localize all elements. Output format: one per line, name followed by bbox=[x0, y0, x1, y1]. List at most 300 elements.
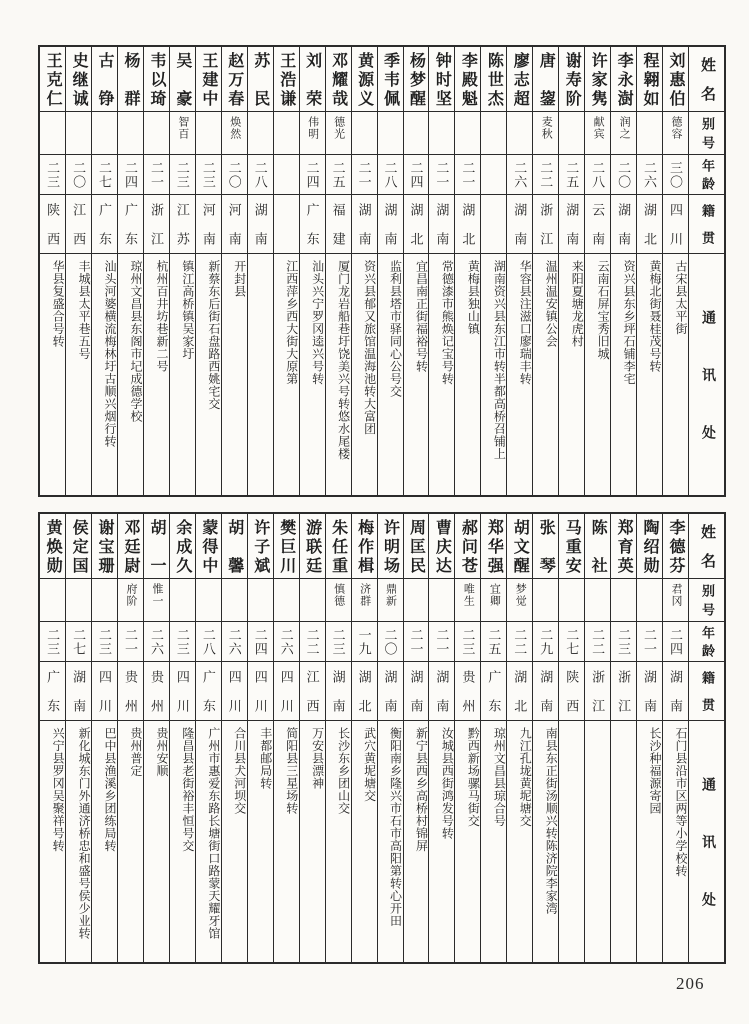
member-address: 汕头兴宁罗冈逵兴号转 bbox=[300, 253, 325, 495]
member-age: 二四 bbox=[300, 154, 325, 194]
member-age: 二九 bbox=[533, 621, 558, 661]
member-age bbox=[274, 154, 299, 194]
member-address: 贵州普定 bbox=[118, 720, 143, 962]
member-alias: 鼎新 bbox=[378, 578, 403, 621]
member-alias bbox=[533, 578, 558, 621]
member-name: 胡一 bbox=[147, 519, 165, 573]
member-column bbox=[117, 514, 143, 962]
member-alias bbox=[40, 578, 65, 621]
member-native-place: 四川 bbox=[248, 661, 273, 720]
member-native-place: 湖北 bbox=[404, 194, 429, 253]
member-age: 二三 bbox=[170, 621, 195, 661]
member-column bbox=[428, 514, 454, 962]
member-native-place: 湖南 bbox=[66, 661, 91, 720]
member-column bbox=[247, 514, 273, 962]
member-age: 二六 bbox=[274, 621, 299, 661]
member-name: 王浩谦 bbox=[277, 52, 295, 106]
member-alias bbox=[352, 111, 377, 154]
member-age: 二四 bbox=[248, 621, 273, 661]
member-native-place: 湖北 bbox=[455, 194, 480, 253]
member-name: 李德芬 bbox=[667, 519, 684, 573]
member-alias: 惟一 bbox=[144, 578, 169, 621]
member-native-place: 湖南 bbox=[507, 194, 532, 253]
member-name: 吴豪 bbox=[173, 52, 191, 106]
member-column bbox=[195, 47, 221, 495]
member-native-place: 四川 bbox=[222, 661, 247, 720]
member-age: 二七 bbox=[66, 621, 91, 661]
member-alias bbox=[248, 111, 273, 154]
member-name: 许家隽 bbox=[589, 52, 607, 106]
member-native-place: 湖南 bbox=[663, 661, 688, 720]
member-column bbox=[143, 47, 169, 495]
member-alias bbox=[481, 111, 506, 154]
member-column bbox=[506, 47, 532, 495]
member-address: 湖南资兴县东江市转半都高桥召铺上 bbox=[481, 253, 506, 495]
member-address: 温州温安镇公会 bbox=[533, 253, 558, 495]
member-alias bbox=[455, 111, 480, 154]
member-age bbox=[481, 154, 506, 194]
member-age: 二六 bbox=[222, 621, 247, 661]
member-native-place: 湖南 bbox=[429, 661, 454, 720]
member-alias: 唯生 bbox=[455, 578, 480, 621]
member-native-place: 陕西 bbox=[559, 661, 584, 720]
header-native-place: 籍贯 bbox=[689, 661, 724, 720]
member-native-place: 湖南 bbox=[533, 661, 558, 720]
member-address: 华县复盛合号转 bbox=[40, 253, 65, 495]
member-address: 汝城县西街鸿发号转 bbox=[429, 720, 454, 962]
member-native-place: 湖南 bbox=[559, 194, 584, 253]
member-native-place: 湖南 bbox=[611, 194, 636, 253]
member-column bbox=[40, 514, 65, 962]
member-age: 二一 bbox=[637, 621, 662, 661]
member-name: 刘荣 bbox=[303, 52, 321, 106]
member-age: 二六 bbox=[507, 154, 532, 194]
member-age: 二二 bbox=[533, 154, 558, 194]
member-age: 二〇 bbox=[378, 621, 403, 661]
member-alias bbox=[274, 578, 299, 621]
member-native-place: 广东 bbox=[196, 661, 221, 720]
member-name: 梅作楫 bbox=[355, 519, 373, 573]
member-native-place: 江西 bbox=[66, 194, 91, 253]
member-column bbox=[117, 47, 143, 495]
member-address: 丰城县太平巷五号 bbox=[66, 253, 91, 495]
member-column bbox=[454, 514, 480, 962]
member-alias bbox=[274, 111, 299, 154]
member-name: 陈社 bbox=[589, 519, 607, 573]
member-native-place: 浙江 bbox=[144, 194, 169, 253]
member-alias bbox=[40, 111, 65, 154]
member-age: 二〇 bbox=[222, 154, 247, 194]
member-name: 程翱如 bbox=[641, 52, 659, 106]
member-name: 赵万春 bbox=[225, 52, 243, 106]
member-address bbox=[248, 253, 273, 495]
member-address: 丰都邮局转 bbox=[248, 720, 273, 962]
member-name: 陶绍勋 bbox=[641, 519, 659, 573]
member-native-place: 湖南 bbox=[248, 194, 273, 253]
member-column bbox=[377, 514, 403, 962]
member-column bbox=[91, 47, 117, 495]
member-column bbox=[428, 47, 454, 495]
header-name: 姓名 bbox=[699, 524, 715, 568]
member-address: 新宁县西乡高桥村锦屏 bbox=[404, 720, 429, 962]
member-column bbox=[65, 47, 91, 495]
header-address: 通讯处 bbox=[689, 720, 724, 962]
member-address: 江西萍乡西大街大原第 bbox=[274, 253, 299, 495]
member-native-place: 贵州 bbox=[118, 661, 143, 720]
member-name: 游联廷 bbox=[303, 519, 321, 573]
member-alias bbox=[196, 578, 221, 621]
member-name: 郝问苍 bbox=[459, 519, 477, 573]
member-column bbox=[403, 514, 429, 962]
member-name: 蒙得中 bbox=[199, 519, 217, 573]
member-column bbox=[40, 47, 65, 495]
member-name: 郑华强 bbox=[485, 519, 503, 573]
member-age: 三〇 bbox=[663, 154, 688, 194]
member-column bbox=[247, 47, 273, 495]
member-column bbox=[558, 47, 584, 495]
member-age: 二三 bbox=[40, 154, 65, 194]
member-native-place: 湖南 bbox=[404, 661, 429, 720]
member-name: 钟时坚 bbox=[433, 52, 451, 106]
member-address: 广州市惠爱东路长塘街口路蒙天耀牙馆 bbox=[196, 720, 221, 962]
member-native-place: 湖北 bbox=[352, 661, 377, 720]
member-age: 二二 bbox=[300, 621, 325, 661]
member-name: 曹庆达 bbox=[433, 519, 451, 573]
member-column bbox=[65, 514, 91, 962]
member-alias bbox=[92, 111, 117, 154]
member-alias bbox=[378, 111, 403, 154]
member-name: 樊巨川 bbox=[277, 519, 295, 573]
member-native-place: 河南 bbox=[222, 194, 247, 253]
member-age: 二六 bbox=[144, 621, 169, 661]
member-alias bbox=[248, 578, 273, 621]
member-alias bbox=[222, 578, 247, 621]
member-name: 邓耀哉 bbox=[329, 52, 347, 106]
member-name: 苏民 bbox=[251, 52, 269, 106]
member-address: 武穴黄坭塘交 bbox=[352, 720, 377, 962]
member-address: 资兴县郁又旅馆温海池转大富团 bbox=[352, 253, 377, 495]
member-column bbox=[221, 514, 247, 962]
member-name: 许明场 bbox=[381, 519, 399, 573]
member-name: 周匡民 bbox=[407, 519, 425, 573]
member-alias bbox=[585, 578, 610, 621]
member-native-place: 湖南 bbox=[429, 194, 454, 253]
member-column bbox=[532, 47, 558, 495]
member-alias: 君冈 bbox=[663, 578, 688, 621]
member-name: 余成久 bbox=[173, 519, 191, 573]
member-address: 南县东正街汤顺兴转陈济院李家湾 bbox=[533, 720, 558, 962]
member-native-place: 湖北 bbox=[637, 194, 662, 253]
member-name: 谢宝珊 bbox=[96, 519, 114, 573]
member-age: 二一 bbox=[404, 621, 429, 661]
member-alias: 梦觉 bbox=[507, 578, 532, 621]
header-column bbox=[688, 514, 724, 962]
member-age: 二三 bbox=[326, 621, 351, 661]
member-address bbox=[611, 720, 636, 962]
member-name: 王建中 bbox=[199, 52, 217, 106]
member-name: 杨梦醒 bbox=[407, 52, 425, 106]
member-address: 万安县漂神 bbox=[300, 720, 325, 962]
member-alias bbox=[429, 111, 454, 154]
member-alias bbox=[637, 578, 662, 621]
member-alias: 润之 bbox=[611, 111, 636, 154]
member-alias: 焕然 bbox=[222, 111, 247, 154]
member-native-place: 湖南 bbox=[326, 661, 351, 720]
member-alias bbox=[404, 111, 429, 154]
member-name: 许子斌 bbox=[251, 519, 269, 573]
member-native-place: 广东 bbox=[481, 661, 506, 720]
member-alias bbox=[637, 111, 662, 154]
member-address: 巴中县渔溪乡团练局转 bbox=[92, 720, 117, 962]
member-address: 贵州安顺 bbox=[144, 720, 169, 962]
member-column bbox=[91, 514, 117, 962]
member-address: 华容县注滋口廖瑞丰转 bbox=[507, 253, 532, 495]
member-age: 二一 bbox=[144, 154, 169, 194]
member-alias bbox=[559, 578, 584, 621]
member-address: 开封县 bbox=[222, 253, 247, 495]
member-age: 二一 bbox=[118, 621, 143, 661]
member-address: 宜昌南正街福裕号转 bbox=[404, 253, 429, 495]
member-column bbox=[273, 514, 299, 962]
member-name: 谢寿阶 bbox=[563, 52, 581, 106]
member-address: 衡阳南乡隆兴市石市高阳第转心开田 bbox=[378, 720, 403, 962]
member-native-place: 浙江 bbox=[533, 194, 558, 253]
member-address: 杭州百井坊巷新二号 bbox=[144, 253, 169, 495]
header-age: 年龄 bbox=[689, 154, 724, 194]
member-address: 简阳县三星场转 bbox=[274, 720, 299, 962]
member-alias: 济群 bbox=[352, 578, 377, 621]
member-alias bbox=[429, 578, 454, 621]
member-name: 李永澍 bbox=[615, 52, 633, 106]
member-age: 一九 bbox=[352, 621, 377, 661]
member-native-place: 河南 bbox=[196, 194, 221, 253]
member-native-place: 江苏 bbox=[170, 194, 195, 253]
member-column bbox=[662, 514, 688, 962]
member-alias bbox=[559, 111, 584, 154]
header-alias: 别号 bbox=[689, 111, 724, 154]
member-alias: 智百 bbox=[170, 111, 195, 154]
member-address: 隆昌县老街裕丰恒号交 bbox=[170, 720, 195, 962]
member-age: 二八 bbox=[248, 154, 273, 194]
member-native-place: 浙江 bbox=[611, 661, 636, 720]
member-address: 长沙种福源寄园 bbox=[637, 720, 662, 962]
member-native-place: 湖北 bbox=[507, 661, 532, 720]
member-column bbox=[169, 47, 195, 495]
member-alias: 伟明 bbox=[300, 111, 325, 154]
member-column bbox=[351, 47, 377, 495]
member-alias bbox=[66, 111, 91, 154]
member-age: 二七 bbox=[559, 621, 584, 661]
member-address: 厦门龙岩船巷圩饶美兴号转悠水尾楼 bbox=[326, 253, 351, 495]
member-native-place: 湖南 bbox=[378, 661, 403, 720]
member-address: 琼州文昌县东阁市圮成德学校 bbox=[118, 253, 143, 495]
member-name: 胡文醒 bbox=[511, 519, 529, 573]
member-native-place: 福建 bbox=[326, 194, 351, 253]
member-age: 二三 bbox=[92, 621, 117, 661]
directory-table-top bbox=[38, 45, 726, 497]
member-column bbox=[558, 514, 584, 962]
member-age: 二四 bbox=[404, 154, 429, 194]
member-column bbox=[351, 514, 377, 962]
member-address: 黄梅县独山镇 bbox=[455, 253, 480, 495]
member-age: 二五 bbox=[326, 154, 351, 194]
member-age: 二〇 bbox=[66, 154, 91, 194]
member-name: 张琴 bbox=[537, 519, 555, 573]
member-alias bbox=[118, 111, 143, 154]
member-native-place bbox=[481, 194, 506, 253]
member-alias bbox=[170, 578, 195, 621]
member-column bbox=[610, 514, 636, 962]
member-native-place: 浙江 bbox=[585, 661, 610, 720]
member-address: 古宋县太平街 bbox=[663, 253, 688, 495]
member-address: 新化城东门外通济桥忠和盛号侯少业转 bbox=[66, 720, 91, 962]
member-alias bbox=[92, 578, 117, 621]
member-alias bbox=[404, 578, 429, 621]
member-alias bbox=[611, 578, 636, 621]
member-column bbox=[169, 514, 195, 962]
member-age: 二三 bbox=[40, 621, 65, 661]
member-column bbox=[325, 514, 351, 962]
member-native-place: 湖南 bbox=[352, 194, 377, 253]
member-native-place: 贵州 bbox=[455, 661, 480, 720]
member-name: 马重安 bbox=[563, 519, 581, 573]
member-name: 侯定国 bbox=[70, 519, 88, 573]
member-age: 二二 bbox=[585, 621, 610, 661]
member-alias: 慎德 bbox=[326, 578, 351, 621]
member-age: 二五 bbox=[559, 154, 584, 194]
page-number: 206 bbox=[676, 974, 705, 993]
member-name: 韦以琦 bbox=[147, 52, 165, 106]
member-age: 二一 bbox=[455, 154, 480, 194]
member-name: 郑育英 bbox=[615, 519, 633, 573]
member-address: 常德漆市熊焕记宝号转 bbox=[429, 253, 454, 495]
member-address: 琼州文昌县琼合号 bbox=[481, 720, 506, 962]
member-age: 二三 bbox=[170, 154, 195, 194]
member-column bbox=[143, 514, 169, 962]
member-native-place: 广东 bbox=[118, 194, 143, 253]
member-column bbox=[299, 47, 325, 495]
header-column bbox=[688, 47, 724, 495]
member-address: 镇江高桥镇吴家圩 bbox=[170, 253, 195, 495]
member-column bbox=[610, 47, 636, 495]
member-column bbox=[299, 514, 325, 962]
member-native-place bbox=[274, 194, 299, 253]
member-address: 监利县塔市驿同心公号交 bbox=[378, 253, 403, 495]
member-column bbox=[636, 514, 662, 962]
member-address: 汕头河婆横流梅林圩古顺兴烟行转 bbox=[92, 253, 117, 495]
member-age: 二三 bbox=[455, 621, 480, 661]
member-age: 二七 bbox=[92, 154, 117, 194]
member-age: 二八 bbox=[585, 154, 610, 194]
member-column bbox=[662, 47, 688, 495]
member-name: 古铮 bbox=[96, 52, 114, 106]
member-native-place: 四川 bbox=[274, 661, 299, 720]
member-name: 王克仁 bbox=[44, 52, 62, 106]
member-name: 刘惠伯 bbox=[667, 52, 684, 106]
member-alias: 德容 bbox=[663, 111, 688, 154]
member-native-place: 广东 bbox=[300, 194, 325, 253]
member-age: 二四 bbox=[663, 621, 688, 661]
header-alias: 别号 bbox=[689, 578, 724, 621]
member-age: 二一 bbox=[352, 154, 377, 194]
member-age: 二〇 bbox=[611, 154, 636, 194]
member-name: 黄源义 bbox=[355, 52, 373, 106]
member-name: 廖志超 bbox=[511, 52, 529, 106]
member-column bbox=[584, 47, 610, 495]
member-name: 胡馨 bbox=[225, 519, 243, 573]
header-age: 年龄 bbox=[689, 621, 724, 661]
member-name: 黄焕勋 bbox=[44, 519, 62, 573]
member-alias: 献宾 bbox=[585, 111, 610, 154]
member-native-place: 湖南 bbox=[637, 661, 662, 720]
member-column bbox=[221, 47, 247, 495]
member-native-place: 广东 bbox=[40, 661, 65, 720]
header-native-place: 籍贯 bbox=[689, 194, 724, 253]
directory-table-bottom bbox=[38, 512, 726, 964]
header-address: 通讯处 bbox=[689, 253, 724, 495]
member-column bbox=[195, 514, 221, 962]
member-age: 二八 bbox=[378, 154, 403, 194]
member-address: 合川县犬河坝交 bbox=[222, 720, 247, 962]
member-alias: 宜卿 bbox=[481, 578, 506, 621]
member-age: 二一 bbox=[429, 621, 454, 661]
member-column bbox=[377, 47, 403, 495]
member-name: 邓廷尉 bbox=[121, 519, 139, 573]
member-column bbox=[454, 47, 480, 495]
member-alias bbox=[300, 578, 325, 621]
member-address: 九江孔垅黄坭塘交 bbox=[507, 720, 532, 962]
member-address: 资兴县东乡坪石铺李宅 bbox=[611, 253, 636, 495]
member-age: 二三 bbox=[611, 621, 636, 661]
member-native-place: 陕西 bbox=[40, 194, 65, 253]
member-native-place: 云南 bbox=[585, 194, 610, 253]
member-age: 二六 bbox=[637, 154, 662, 194]
member-age: 二二 bbox=[507, 621, 532, 661]
member-age: 二四 bbox=[118, 154, 143, 194]
member-native-place: 四川 bbox=[663, 194, 688, 253]
member-column bbox=[636, 47, 662, 495]
member-address: 云南石屏宝秀旧城 bbox=[585, 253, 610, 495]
member-alias: 府阶 bbox=[118, 578, 143, 621]
member-address: 新蔡东后街石盘路西姚宅交 bbox=[196, 253, 221, 495]
member-address bbox=[585, 720, 610, 962]
member-alias bbox=[196, 111, 221, 154]
member-name: 史继诚 bbox=[70, 52, 88, 106]
member-name: 唐鋆 bbox=[537, 52, 555, 106]
member-alias bbox=[507, 111, 532, 154]
member-alias bbox=[144, 111, 169, 154]
member-column bbox=[325, 47, 351, 495]
member-native-place: 贵州 bbox=[144, 661, 169, 720]
member-age: 二三 bbox=[196, 154, 221, 194]
member-column bbox=[273, 47, 299, 495]
member-name: 陈世杰 bbox=[485, 52, 503, 106]
member-alias: 德光 bbox=[326, 111, 351, 154]
member-column bbox=[506, 514, 532, 962]
member-age: 二一 bbox=[429, 154, 454, 194]
member-column bbox=[480, 514, 506, 962]
member-address: 长沙东乡团山交 bbox=[326, 720, 351, 962]
member-name: 李殿魁 bbox=[459, 52, 477, 106]
member-column bbox=[480, 47, 506, 495]
member-name: 杨群 bbox=[121, 52, 139, 106]
member-age: 二五 bbox=[481, 621, 506, 661]
member-address bbox=[559, 720, 584, 962]
member-native-place: 江西 bbox=[300, 661, 325, 720]
member-alias: 麦秋 bbox=[533, 111, 558, 154]
member-column bbox=[403, 47, 429, 495]
member-native-place: 四川 bbox=[170, 661, 195, 720]
